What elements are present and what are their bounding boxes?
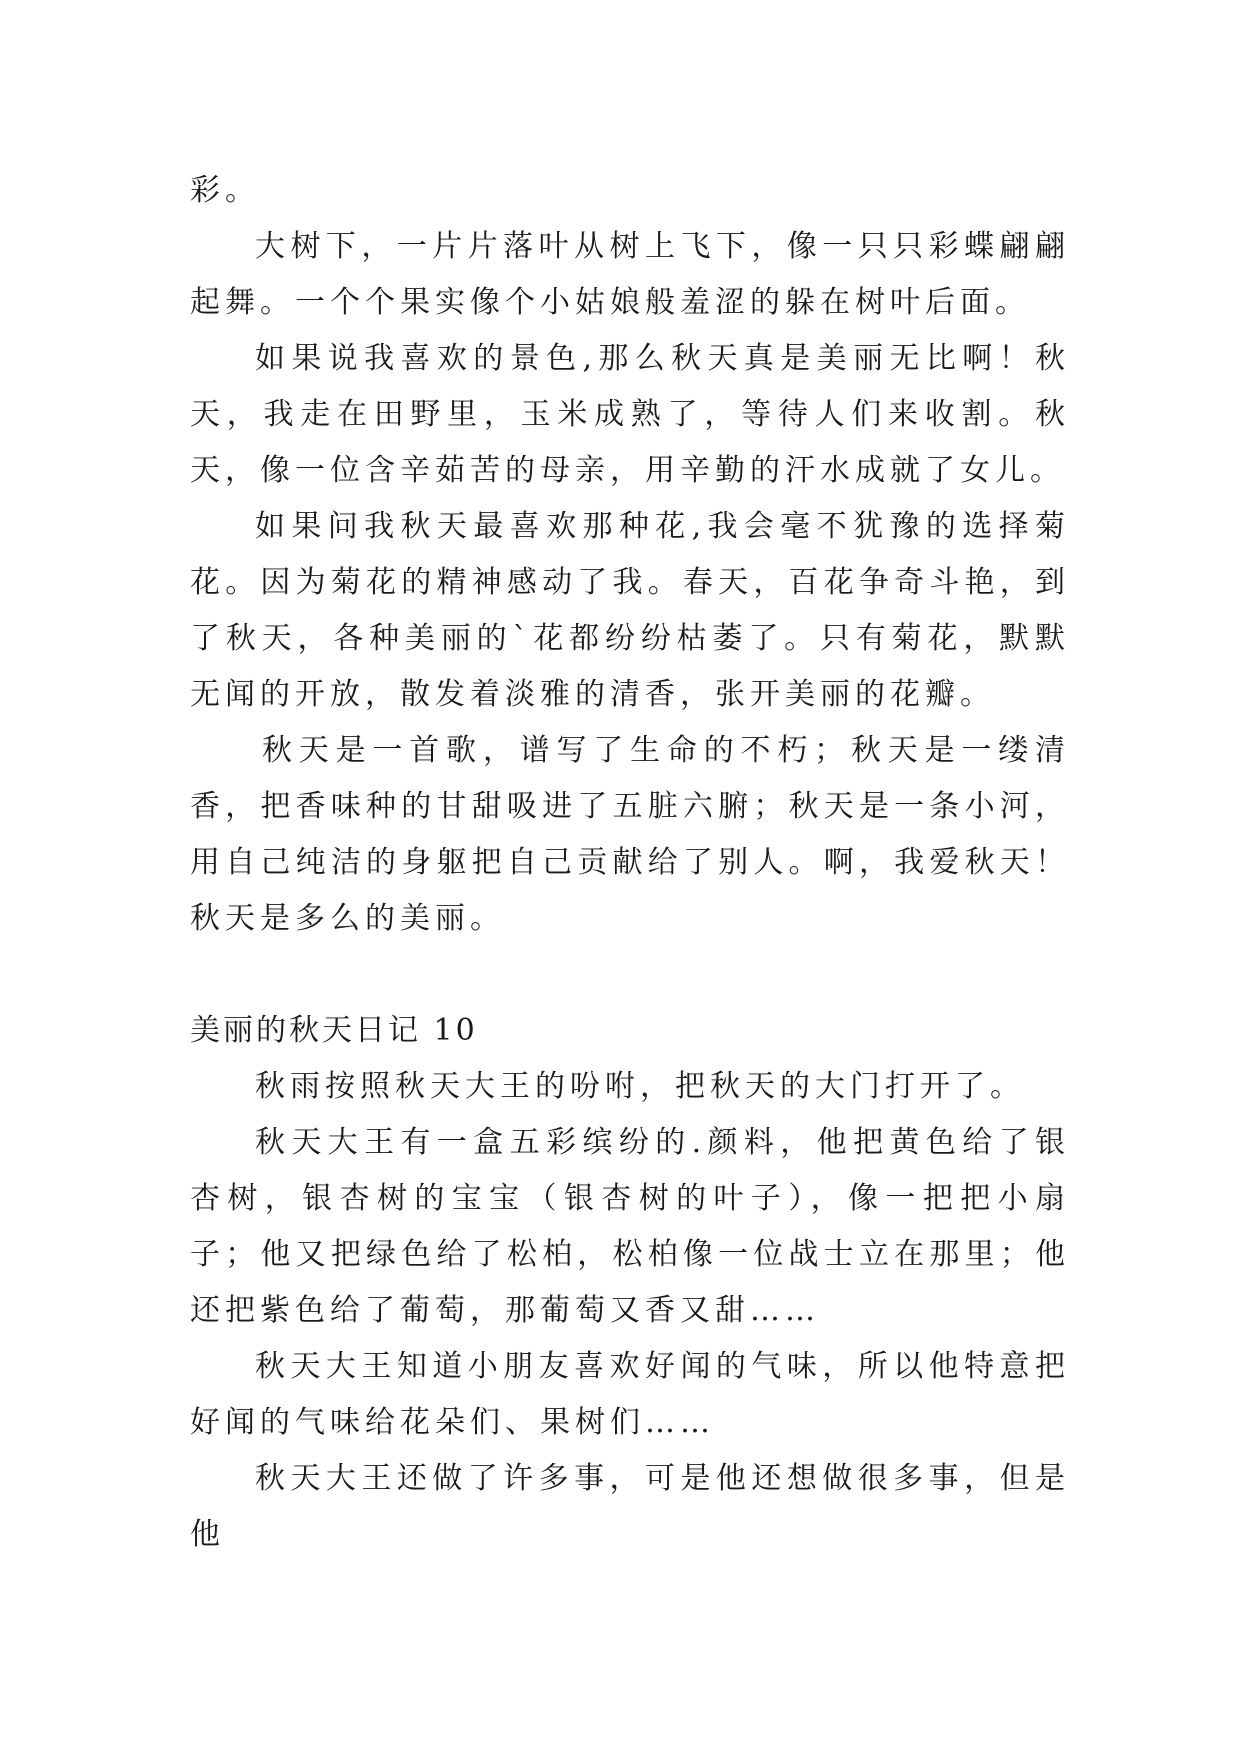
paragraph-9: 秋天大王还做了许多事，可是他还想做很多事，但是他 — [190, 1461, 1070, 1552]
section-heading: 美丽的秋天日记 10 — [190, 1013, 478, 1048]
paragraph-3: 如果说我喜欢的景色,那么秋天真是美丽无比啊！秋天，我走在田野里，玉米成熟了，等待人们来收割。秋天，像一位含辛茹苦的母亲，用辛勤的汗水成就了女儿。 — [190, 341, 1070, 488]
paragraph-5: 秋天是一首歌，谱写了生命的不朽；秋天是一缕清香，把香味种的甘甜吸进了五脏六腑；秋天是一条小河，用自己纯洁的身躯把自己贡献给了别人。啊，我爱秋天！秋天是多么的美丽。 — [190, 733, 1070, 936]
paragraph-4: 如果问我秋天最喜欢那种花,我会毫不犹豫的选择菊花。因为菊花的精神感动了我。春天，百花争奇斗艳，到了秋天，各种美丽的`花都纷纷枯萎了。只有菊花，默默无闻的开放，散发着淡雅的清香，张开美丽的花瓣。 — [190, 509, 1070, 712]
paragraph-1: 彩。 — [190, 173, 260, 208]
paragraph-8: 秋天大王知道小朋友喜欢好闻的气味，所以他特意把好闻的气味给花朵们、果树们…… — [190, 1349, 1070, 1440]
document-body — [190, 163, 1070, 1563]
paragraph-2: 大树下，一片片落叶从树上飞下，像一只只彩蝶翩翩起舞。一个个果实像个小姑娘般羞涩的躲在树叶后面。 — [190, 229, 1070, 320]
paragraph-7: 秋天大王有一盒五彩缤纷的.颜料，他把黄色给了银杏树，银杏树的宝宝（银杏树的叶子），像一把把小扇子；他又把绿色给了松柏，松柏像一位战士立在那里；他还把紫色给了葡萄，那葡萄又香又甜…… — [190, 1125, 1070, 1328]
paragraph-6: 秋雨按照秋天大王的吩咐，把秋天的大门打开了。 — [255, 1069, 1025, 1104]
